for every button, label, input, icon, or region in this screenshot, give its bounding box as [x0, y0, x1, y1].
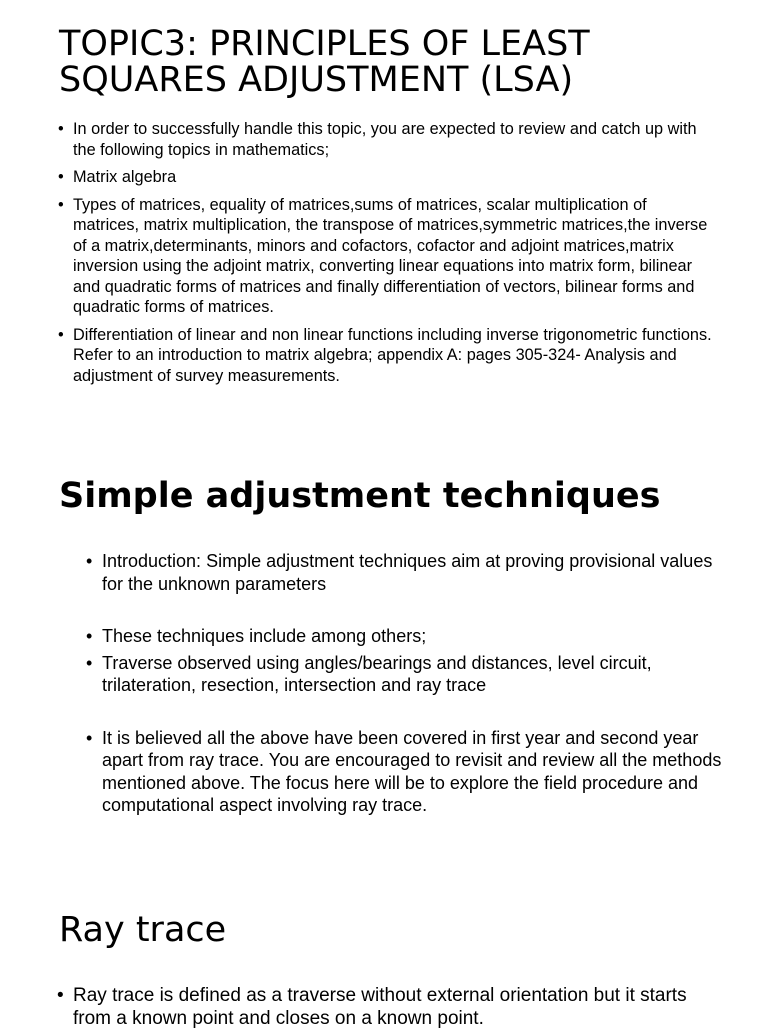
slide3-bullet-definition: • Ray trace is defined as a traverse without external orientation but it starts from a known point and closes on a known point.	[73, 984, 713, 1030]
slide2-title: Simple adjustment techniques	[59, 476, 661, 516]
slide1-title: TOPIC3: PRINCIPLES OF LEAST SQUARES ADJUSTMENT (LSA)	[59, 24, 590, 100]
slide1-bullet-differentiation: • Differentiation of linear and non linear functions including inverse trigonometric functions. Refer to an introduction to matrix algebra; appendix A: pages 305-324- Analysis and adjustment of survey measurements.	[73, 325, 713, 387]
slide3-bullet-list	[73, 984, 713, 1030]
slide1-bullet-matrix-topics: • Types of matrices, equality of matrices,sums of matrices, scalar multiplication of matrices, matrix multiplication, the transpose of matrices,symmetric matrices,the inverse of a matrix,determinants, minors and cofactors, cofactor and adjoint matrices,matrix inversion using the adjoint matrix, converting linear equations into matrix form, bilinear and quadratic forms of matrices and finally differentiation of vectors, bilinear forms and quadratic forms of matrices.	[73, 195, 713, 318]
slide2-bullet-techniques: • These techniques include among others;	[102, 625, 722, 648]
slide2-bullet-list	[102, 550, 722, 817]
slide1-bullet-list	[73, 119, 713, 393]
slide2-bullet-introduction: • Introduction: Simple adjustment techniques aim at proving provisional values for the unknown parameters	[102, 550, 722, 595]
slide2-bullet-traverse: • Traverse observed using angles/bearings and distances, level circuit, trilateration, resection, intersection and ray trace	[102, 652, 722, 697]
slide1-bullet-matrix-algebra: • Matrix algebra	[73, 167, 713, 188]
slide3-title: Ray trace	[59, 910, 227, 950]
slide2-bullet-ray-trace-note: • It is believed all the above have been covered in first year and second year apart from ray trace. You are encouraged to revisit and review all the methods mentioned above. The focus here will be to explore the field procedure and computational aspect involving ray trace.	[102, 727, 722, 817]
slide1-bullet-intro: • In order to successfully handle this topic, you are expected to review and catch up with the following topics in mathematics;	[73, 119, 713, 160]
